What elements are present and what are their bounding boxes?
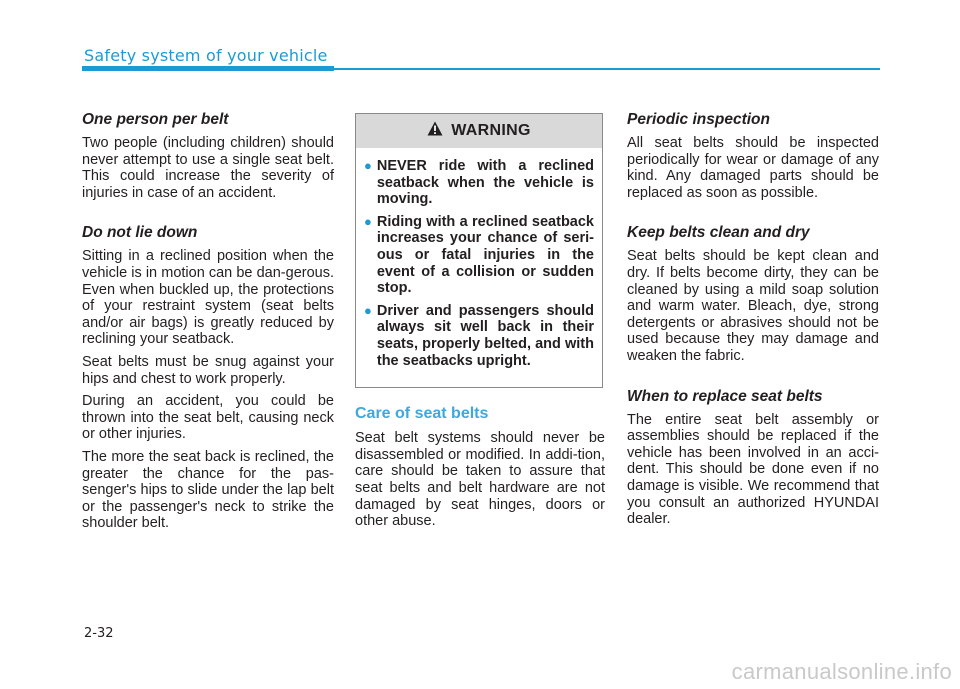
header-title: Safety system of your vehicle [84, 46, 328, 65]
page-number: 2-32 [84, 626, 114, 641]
bullet-icon: ● [364, 158, 372, 173]
warning-item: ● Driver and passengers should always sit well back in their seats, properly belted, and with the seatbacks upright. [364, 302, 594, 369]
paragraph: The more the seat back is reclined, the greater the chance for the pas-senger's hips to slide under the lap belt or the passenger's neck to strike the shoulder belt. [82, 448, 334, 532]
column-right [627, 110, 879, 534]
header-rule-thick [82, 66, 334, 71]
paragraph: Seat belt systems should never be disassembled or modified. In addi-tion, care should be taken to assure that seat belts and belt hardware are not damaged by seat hinges, doors or other abuse. [355, 430, 605, 530]
subheading-periodic-inspection: Periodic inspection [627, 111, 770, 128]
paragraph: Seat belts must be snug against your hips and chest to work properly. [82, 353, 334, 387]
paragraph: Two people (including children) should never attempt to use a single seat belt. This could increase the severity of injuries in case of an accident. [82, 135, 334, 201]
warning-body [356, 148, 602, 387]
warning-triangle-icon [427, 121, 443, 141]
subheading-do-not-lie-down: Do not lie down [82, 224, 198, 242]
paragraph: Sitting in a reclined position when the vehicle is in motion can be dan-gerous. Even when buckled up, the protections of your restraint system (seat belts and/or air bags) is greatly reduced by reclining your seatback. [82, 248, 334, 348]
column-middle [355, 110, 605, 536]
subheading-one-person: One person per belt [82, 111, 229, 128]
watermark: carmanualsonline.info [731, 659, 952, 684]
warning-label: WARNING [451, 122, 531, 139]
warning-box [355, 113, 603, 388]
bullet-icon: ● [364, 302, 372, 318]
subheading-when-to-replace: When to replace seat belts [627, 387, 823, 405]
subheading-keep-belts-clean: Keep belts clean and dry [627, 224, 810, 242]
header-rule-thin [334, 68, 880, 70]
warning-item: ● NEVER ride with a reclined seatback when the vehicle is moving. [364, 158, 594, 208]
paragraph: Seat belts should be kept clean and dry. If belts become dirty, they can be cleaned by using a mild soap solution and warm water. Bleach, dye, strong detergents or abrasives should not be used because they may damage and weaken the fabric. [627, 248, 879, 364]
paragraph: All seat belts should be inspected periodically for wear or damage of any kind. Any damaged parts should be replaced as soon as possible. [627, 135, 879, 201]
warning-item: ● Riding with a reclined seatback increases your chance of seri-ous or fatal injuries in the event of a collision or sudden stop. [364, 213, 594, 297]
column-left [82, 110, 334, 538]
warning-header [356, 114, 602, 148]
section-title-care-of-seat-belts: Care of seat belts [355, 405, 489, 423]
paragraph: During an accident, you could be thrown into the seat belt, causing neck or other injuries. [82, 393, 334, 443]
paragraph: The entire seat belt assembly or assemblies should be replaced if the vehicle has been involved in an acci-dent. This should be done even if no damage is visible. We recommend that you consult an authorized HYUNDAI dealer. [627, 411, 879, 528]
bullet-icon: ● [364, 213, 372, 229]
